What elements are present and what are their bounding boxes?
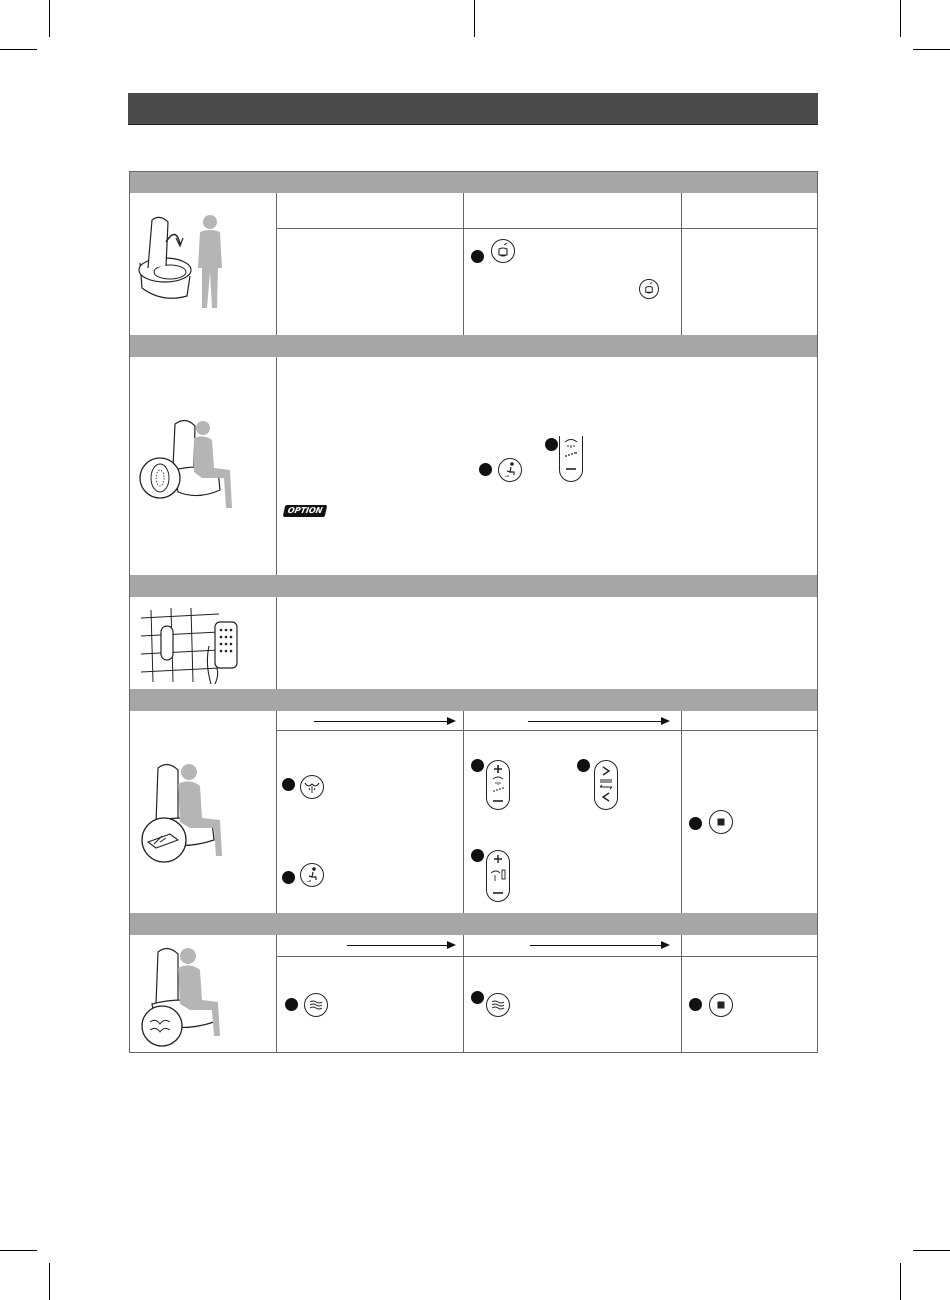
step-marker xyxy=(689,817,702,830)
crop-mark xyxy=(913,1250,950,1251)
instruction-table xyxy=(129,171,818,1053)
section-band-2 xyxy=(130,335,817,357)
dryer-icon xyxy=(486,993,510,1017)
step-marker xyxy=(545,438,558,451)
crop-center-mark xyxy=(474,0,475,37)
lid-open-icon xyxy=(639,279,659,299)
sequence-arrow xyxy=(530,945,668,946)
step-marker xyxy=(282,871,295,884)
option-badge: OPTION xyxy=(283,505,328,517)
section-band-1 xyxy=(130,172,817,193)
stop-icon xyxy=(709,810,733,834)
crop-mark xyxy=(0,49,37,50)
lady-wash-icon xyxy=(300,863,324,887)
water-temperature-icon xyxy=(486,850,510,902)
toilet-lid-opening-with-person-icon xyxy=(132,208,242,318)
step-marker xyxy=(471,250,484,263)
person-seated-dryer-icon xyxy=(136,940,236,1050)
step-marker xyxy=(471,991,484,1004)
step-marker xyxy=(285,998,298,1011)
lid-open-icon xyxy=(491,239,515,263)
sequence-arrow xyxy=(314,721,454,722)
nozzle-position-icon xyxy=(594,760,618,810)
step-marker xyxy=(471,849,484,862)
lady-wash-icon xyxy=(498,458,522,482)
crop-mark xyxy=(49,0,50,37)
stop-icon xyxy=(709,993,733,1017)
water-pressure-icon xyxy=(486,760,510,810)
crop-mark xyxy=(913,49,950,50)
crop-mark xyxy=(900,0,901,37)
page-title-bar xyxy=(128,93,818,125)
step-marker xyxy=(471,759,484,772)
step-marker xyxy=(282,778,295,791)
sequence-arrow xyxy=(528,721,668,722)
section-band-3 xyxy=(130,575,817,597)
section-band-4 xyxy=(130,689,817,711)
person-seated-nozzle-icon xyxy=(134,756,239,866)
step-marker xyxy=(577,759,590,772)
step-marker xyxy=(689,998,702,1011)
sequence-arrow xyxy=(347,945,454,946)
crop-mark xyxy=(0,1250,37,1251)
dryer-icon xyxy=(304,993,328,1017)
water-pressure-icon xyxy=(559,436,583,482)
crop-mark xyxy=(900,1263,901,1300)
wall-remote-control-icon xyxy=(139,606,244,686)
rear-wash-icon xyxy=(300,775,324,799)
section-band-5 xyxy=(130,913,817,935)
crop-mark xyxy=(49,1263,50,1300)
step-marker xyxy=(479,463,492,476)
person-seated-wash-icon xyxy=(138,412,238,517)
